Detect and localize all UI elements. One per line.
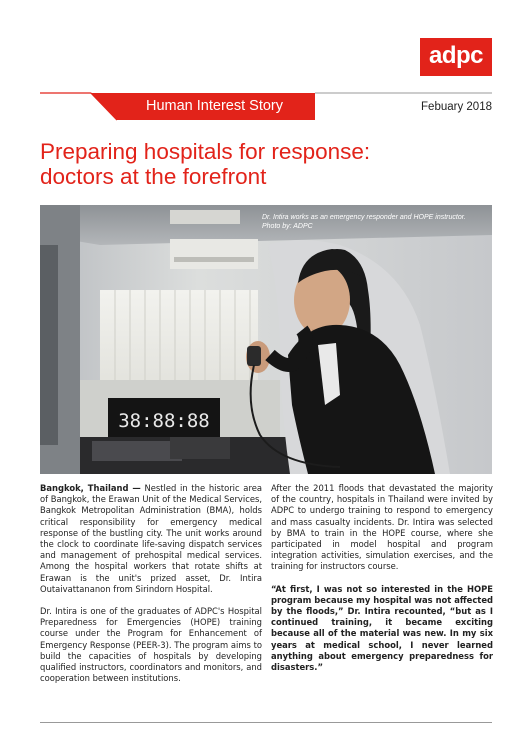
- paragraph: After the 2011 floods that devastated the majority of the country, hospitals in Thailand were invited by ADPC to undergo training to respond to emergency and mass casualty incidents. Dr. Intira was selected by BMA to train in the HOPE course, where she participated in model hospital and program integration activities, simulation exercises, and the training for instructors course.: [271, 483, 493, 572]
- footer-rule: [40, 722, 492, 723]
- headline: [40, 139, 480, 189]
- headline-line-2: doctors at the forefront: [40, 164, 267, 189]
- publication-date: Febuary 2018: [421, 101, 492, 113]
- photo-caption: Dr. Intira works as an emergency responder and HOPE instructor. Photo by: ADPC: [262, 214, 466, 230]
- article-column-right: [271, 483, 493, 684]
- paragraph-text: Nestled in the historic area of Bangkok, the Erawan Unit of the Medical Services, Bangkok Metropolitan Administration (BMA), holds critical responsibility for emergency medical response of the bustling city. The unit works around the clock to coordinate life-saving dispatch services and management of prehospital medical services. Among the hospital workers that rotate shifts at Erawan is the unit's prized asset, Dr. Intira Outaivattananon from Sirindorn Hospital.: [40, 483, 262, 594]
- quote-paragraph: “At first, I was not so interested in the HOPE program because my hospital was not affected by the floods,” Dr. Intira recounted, “but as I continued training, it became exciting because all of the material was new. In my six years at medical school, I never learned anything about emergency preparedness for disasters.”: [271, 583, 493, 673]
- photo-illustration: [40, 205, 492, 474]
- adpc-logo: adpc: [420, 38, 492, 76]
- feature-photo: [40, 205, 492, 474]
- paragraph: [40, 483, 262, 595]
- dateline: Bangkok, Thailand —: [40, 483, 141, 493]
- paragraph: Dr. Intira is one of the graduates of ADPC's Hospital Preparedness for Emergencies (HOPE) training course under the Program for Enhancement of Emergency Response (PEER-3). The program aims to build the capacities of hospitals by developing qualified instructors, coordinators and monitors, and cooperation between institutions.: [40, 606, 262, 684]
- story-type-label: Human Interest Story: [146, 98, 283, 114]
- clock-digits: 38:88:88: [118, 410, 210, 432]
- article-column-left: [40, 483, 262, 695]
- headline-line-1: Preparing hospitals for response:: [40, 139, 371, 164]
